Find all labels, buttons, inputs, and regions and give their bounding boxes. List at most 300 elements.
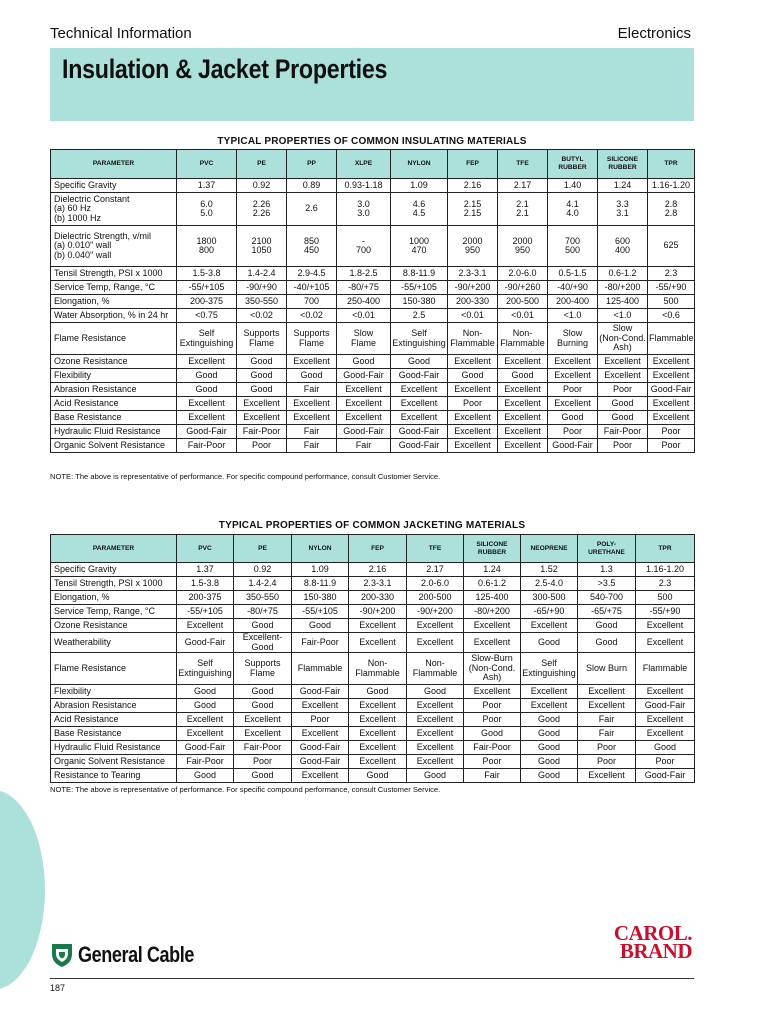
table-cell: 1.09	[292, 563, 349, 577]
table-cell: -55/+105	[177, 605, 234, 619]
table-cell: Excellent	[448, 355, 498, 369]
row-label-cell: Specific Gravity	[51, 179, 177, 193]
table-cell: Fair	[287, 383, 337, 397]
table-cell: Excellent	[177, 397, 237, 411]
column-header: PARAMETER	[51, 150, 177, 179]
table-cell: Good	[548, 411, 598, 425]
table-cell: Excellent	[521, 685, 578, 699]
table-cell: >3.5	[578, 577, 636, 591]
column-header: PE	[237, 150, 287, 179]
table-cell: Good	[177, 769, 234, 783]
table-row	[51, 309, 695, 323]
row-label-cell: Flexibility	[51, 369, 177, 383]
table-cell: 2.9-4.5	[287, 267, 337, 281]
table-cell: Good	[349, 685, 407, 699]
table-cell: -55/+105	[292, 605, 349, 619]
table-cell: 1000 470	[391, 226, 448, 267]
table-cell: Excellent	[292, 727, 349, 741]
table-cell: 3.0 3.0	[337, 193, 391, 226]
table-cell: 200-500	[498, 295, 548, 309]
general-cable-logo	[50, 940, 219, 970]
table-cell: Good	[349, 769, 407, 783]
row-label-cell: Ozone Resistance	[51, 619, 177, 633]
table-cell: Good-Fair	[177, 425, 237, 439]
row-label-cell: Abrasion Resistance	[51, 699, 177, 713]
row-label-cell: Flexibility	[51, 685, 177, 699]
row-label-cell: Elongation, %	[51, 295, 177, 309]
table-cell: Excellent	[578, 769, 636, 783]
table-cell: Good	[237, 369, 287, 383]
table-cell: Non- Flammable	[349, 653, 407, 685]
table-cell: -90/+200	[407, 605, 464, 619]
table-cell: 2100 1050	[237, 226, 287, 267]
table-cell: Excellent	[287, 355, 337, 369]
table-cell: Poor	[448, 397, 498, 411]
table-cell: Excellent	[648, 397, 695, 411]
table-cell: Poor	[636, 755, 695, 769]
table-cell: Poor	[292, 713, 349, 727]
table-cell: 200-500	[407, 591, 464, 605]
table-row	[51, 633, 695, 653]
table-cell: Good	[337, 355, 391, 369]
table-row	[51, 619, 695, 633]
table-cell: Poor	[237, 439, 287, 453]
table-cell: Excellent	[578, 699, 636, 713]
table-cell: Excellent	[391, 411, 448, 425]
table-cell: Excellent	[407, 755, 464, 769]
row-label-cell: Base Resistance	[51, 727, 177, 741]
row-label-cell: Elongation, %	[51, 591, 177, 605]
table-cell: -90/+200	[349, 605, 407, 619]
table-row	[51, 411, 695, 425]
table-cell: Fair-Poor	[177, 755, 234, 769]
table-cell: Good	[177, 383, 237, 397]
row-label-cell: Water Absorption, % in 24 hr	[51, 309, 177, 323]
footer-divider	[50, 978, 694, 979]
table-cell: Good	[521, 727, 578, 741]
table-cell: Excellent	[177, 355, 237, 369]
table-row	[51, 755, 695, 769]
table-cell: -40/+105	[287, 281, 337, 295]
table-cell: Excellent	[234, 727, 292, 741]
column-header: PARAMETER	[51, 535, 177, 563]
table-cell: 2.15 2.15	[448, 193, 498, 226]
table-cell: 0.6-1.2	[598, 267, 648, 281]
table-cell: Excellent	[636, 727, 695, 741]
table-cell: 200-330	[448, 295, 498, 309]
table-cell: 125-400	[464, 591, 521, 605]
table-cell: 1.24	[464, 563, 521, 577]
table-row	[51, 226, 695, 267]
table-cell: Excellent	[349, 699, 407, 713]
table-cell: Poor	[234, 755, 292, 769]
table-cell: 1800 800	[177, 226, 237, 267]
table-cell: 2.3	[636, 577, 695, 591]
table-cell: Good	[237, 383, 287, 397]
table-cell: -90/+260	[498, 281, 548, 295]
table-cell: -80/+75	[337, 281, 391, 295]
table-cell: Good	[292, 619, 349, 633]
table-cell: 300-500	[521, 591, 578, 605]
table-cell: <0.02	[237, 309, 287, 323]
table-cell: Fair-Poor	[234, 741, 292, 755]
table-cell: Good	[521, 713, 578, 727]
table-cell: 8.8-11.9	[292, 577, 349, 591]
table-row	[51, 295, 695, 309]
table-cell: Excellent	[448, 383, 498, 397]
table-cell: Self Extinguishing	[521, 653, 578, 685]
table-cell: Good	[234, 685, 292, 699]
table-cell: Excellent	[407, 699, 464, 713]
column-header: TFE	[407, 535, 464, 563]
table-cell: Excellent	[349, 727, 407, 741]
table-cell: Good-Fair	[337, 369, 391, 383]
table-cell: Fair-Poor	[237, 425, 287, 439]
table-cell: -90/+200	[448, 281, 498, 295]
jacketing-materials-table	[50, 534, 695, 783]
table-cell: Good	[578, 633, 636, 653]
table-cell: Good-Fair	[292, 685, 349, 699]
table-cell: Good-Fair	[391, 439, 448, 453]
row-label-cell: Base Resistance	[51, 411, 177, 425]
row-label-cell: Hydraulic Fluid Resistance	[51, 741, 177, 755]
table-row	[51, 397, 695, 411]
table-cell: Excellent	[448, 425, 498, 439]
table-header-row	[51, 535, 695, 563]
table-cell: 2.16	[349, 563, 407, 577]
column-header: NEOPRENE	[521, 535, 578, 563]
table-cell: Good	[521, 769, 578, 783]
table-cell: Excellent	[498, 411, 548, 425]
table-cell: Excellent	[287, 411, 337, 425]
table-cell: Excellent	[407, 619, 464, 633]
table-cell: 1.16-1.20	[636, 563, 695, 577]
table-row	[51, 699, 695, 713]
table-cell: Good	[391, 355, 448, 369]
table-cell: 2.17	[498, 179, 548, 193]
column-header: PP	[287, 150, 337, 179]
table-cell: Excellent- Good	[234, 633, 292, 653]
table-cell: Poor	[578, 741, 636, 755]
table-row	[51, 193, 695, 226]
table-row	[51, 591, 695, 605]
table-cell: 2.5-4.0	[521, 577, 578, 591]
general-cable-wordmark: General Cable	[78, 942, 194, 967]
table-cell: 2.1 2.1	[498, 193, 548, 226]
table-cell: Slow (Non-Cond. Ash)	[598, 323, 648, 355]
table-cell: Excellent	[349, 741, 407, 755]
table-cell: 250-400	[337, 295, 391, 309]
table-cell: Good	[464, 727, 521, 741]
table-cell: 2000 950	[448, 226, 498, 267]
column-header: XLPE	[337, 150, 391, 179]
table-cell: 2.5	[391, 309, 448, 323]
table-cell: Good	[234, 619, 292, 633]
table-header-row	[51, 150, 695, 179]
table-cell: 6.0 5.0	[177, 193, 237, 226]
table-cell: Excellent	[407, 633, 464, 653]
column-header: SILICONE RUBBER	[464, 535, 521, 563]
row-label-cell: Ozone Resistance	[51, 355, 177, 369]
table-cell: Excellent	[448, 411, 498, 425]
table-cell: Slow Flame	[337, 323, 391, 355]
table-cell: Excellent	[177, 619, 234, 633]
row-label-cell: Service Temp, Range, °C	[51, 281, 177, 295]
table-cell: Good	[407, 685, 464, 699]
table-row	[51, 281, 695, 295]
insulating-materials-table	[50, 149, 695, 453]
table-cell: Excellent	[578, 685, 636, 699]
table-cell: 1.24	[598, 179, 648, 193]
table-cell: 1.5-3.8	[177, 267, 237, 281]
table-row	[51, 769, 695, 783]
table-cell: 2.8 2.8	[648, 193, 695, 226]
table-cell: 2.17	[407, 563, 464, 577]
table-cell: Excellent	[287, 397, 337, 411]
column-header: TPR	[636, 535, 695, 563]
table-cell: 700 500	[548, 226, 598, 267]
table-cell: Flammable	[292, 653, 349, 685]
table-cell: Excellent	[349, 633, 407, 653]
table-cell: 8.8-11.9	[391, 267, 448, 281]
table-cell: 540-700	[578, 591, 636, 605]
table-cell: Good	[598, 411, 648, 425]
table-cell: 200-375	[177, 295, 237, 309]
table-cell: 0.92	[237, 179, 287, 193]
table-cell: <0.01	[448, 309, 498, 323]
table-row	[51, 383, 695, 397]
table-row	[51, 369, 695, 383]
table-row	[51, 563, 695, 577]
table-cell: -55/+105	[391, 281, 448, 295]
table-cell: 500	[636, 591, 695, 605]
table-cell: Excellent	[349, 755, 407, 769]
table-row	[51, 605, 695, 619]
table-cell: Non- Flammable	[407, 653, 464, 685]
table-cell: Poor	[598, 439, 648, 453]
table-cell: Good-Fair	[391, 369, 448, 383]
table-cell: Excellent	[464, 633, 521, 653]
decorative-circle	[0, 790, 45, 990]
table-row	[51, 727, 695, 741]
table-cell: 850 450	[287, 226, 337, 267]
table-cell: Flammable	[648, 323, 695, 355]
table-cell: Fair-Poor	[292, 633, 349, 653]
table-row	[51, 741, 695, 755]
table-cell: Fair	[464, 769, 521, 783]
table-cell: Good	[521, 741, 578, 755]
table-cell: 0.89	[287, 179, 337, 193]
table-cell: Good-Fair	[292, 741, 349, 755]
table-cell: Non- Flammable	[448, 323, 498, 355]
table-cell: Good	[598, 397, 648, 411]
table-cell: 1.52	[521, 563, 578, 577]
table-cell: Excellent	[521, 619, 578, 633]
row-label-cell: Dielectric Strength, v/mil (a) 0.010" wall (b) 0.040" wall	[51, 226, 177, 267]
header-section-label: Technical Information	[50, 25, 192, 42]
table-cell: 2.16	[448, 179, 498, 193]
table-cell: Poor	[464, 713, 521, 727]
table-cell: Excellent	[598, 369, 648, 383]
table-cell: Poor	[464, 699, 521, 713]
table-row	[51, 577, 695, 591]
table-cell: Good-Fair	[391, 425, 448, 439]
table-row	[51, 439, 695, 453]
table-cell: Excellent	[498, 439, 548, 453]
table-cell: Fair-Poor	[177, 439, 237, 453]
row-label-cell: Flame Resistance	[51, 323, 177, 355]
table-cell: 4.1 4.0	[548, 193, 598, 226]
jacketing-table-caption: TYPICAL PROPERTIES OF COMMON JACKETING MATERIALS	[218, 520, 526, 531]
column-header: BUTYL RUBBER	[548, 150, 598, 179]
table-cell: Fair	[578, 713, 636, 727]
table-cell: Excellent	[407, 727, 464, 741]
general-cable-shield-icon	[50, 942, 74, 968]
table-cell: Excellent	[548, 355, 598, 369]
jacketing-table-note: NOTE: The above is representative of performance. For specific compound performance, consult Customer Service.	[50, 785, 441, 794]
table-cell: Slow-Burn (Non-Cond. Ash)	[464, 653, 521, 685]
row-label-cell: Dielectric Constant (a) 60 Hz (b) 1000 Hz	[51, 193, 177, 226]
row-label-cell: Tensil Strength, PSI x 1000	[51, 577, 177, 591]
table-cell: Excellent	[521, 699, 578, 713]
table-cell: Excellent	[648, 355, 695, 369]
column-header: PE	[234, 535, 292, 563]
table-cell: Excellent	[636, 619, 695, 633]
column-header: TPR	[648, 150, 695, 179]
row-label-cell: Acid Resistance	[51, 397, 177, 411]
table-cell: Poor	[578, 755, 636, 769]
table-cell: Good	[636, 741, 695, 755]
table-cell: Good	[287, 369, 337, 383]
table-row	[51, 323, 695, 355]
table-cell: Excellent	[407, 713, 464, 727]
table-cell: -40/+90	[548, 281, 598, 295]
table-cell: -55/+105	[177, 281, 237, 295]
table-cell: <0.01	[337, 309, 391, 323]
table-cell: -80/+75	[234, 605, 292, 619]
table-cell: 1.37	[177, 179, 237, 193]
row-label-cell: Specific Gravity	[51, 563, 177, 577]
table-cell: Excellent	[237, 411, 287, 425]
table-cell: Self Extinguishing	[177, 653, 234, 685]
table-cell: Excellent	[598, 355, 648, 369]
table-cell: Excellent	[337, 397, 391, 411]
table-cell: 2.26 2.26	[237, 193, 287, 226]
table-cell: 2.0-6.0	[407, 577, 464, 591]
page-number: 187	[50, 983, 66, 993]
table-cell: Excellent	[636, 685, 695, 699]
table-cell: Good	[177, 699, 234, 713]
column-header: FEP	[448, 150, 498, 179]
table-cell: 200-375	[177, 591, 234, 605]
table-cell: <0.02	[287, 309, 337, 323]
table-cell: Excellent	[548, 369, 598, 383]
table-cell: Supports Flame	[287, 323, 337, 355]
table-cell: 1.5-3.8	[177, 577, 234, 591]
row-label-cell: Organic Solvent Resistance	[51, 439, 177, 453]
table-cell: Excellent	[548, 397, 598, 411]
table-cell: 2.3-3.1	[349, 577, 407, 591]
table-cell: Excellent	[498, 355, 548, 369]
table-cell: 200-330	[349, 591, 407, 605]
table-cell: Excellent	[636, 713, 695, 727]
table-row	[51, 355, 695, 369]
table-cell: 1.40	[548, 179, 598, 193]
table-cell: 0.5-1.5	[548, 267, 598, 281]
table-cell: 1.4-2.4	[237, 267, 287, 281]
table-cell: 2.6	[287, 193, 337, 226]
table-cell: -55/+90	[648, 281, 695, 295]
table-cell: 625	[648, 226, 695, 267]
table-cell: 500	[648, 295, 695, 309]
table-cell: <1.0	[548, 309, 598, 323]
table-cell: Good-Fair	[292, 755, 349, 769]
row-label-cell: Service Temp, Range, °C	[51, 605, 177, 619]
table-cell: Good-Fair	[337, 425, 391, 439]
table-cell: Excellent	[391, 383, 448, 397]
table-cell: Excellent	[648, 411, 695, 425]
column-header: NYLON	[391, 150, 448, 179]
table-cell: Supports Flame	[234, 653, 292, 685]
table-cell: Excellent	[177, 713, 234, 727]
column-header: SILICONE RUBBER	[598, 150, 648, 179]
row-label-cell: Hydraulic Fluid Resistance	[51, 425, 177, 439]
table-cell: 125-400	[598, 295, 648, 309]
table-cell: Good	[578, 619, 636, 633]
table-cell: Excellent	[498, 425, 548, 439]
table-cell: <0.01	[498, 309, 548, 323]
table-cell: Fair-Poor	[598, 425, 648, 439]
column-header: TFE	[498, 150, 548, 179]
row-label-cell: Abrasion Resistance	[51, 383, 177, 397]
insulating-table-note: NOTE: The above is representative of performance. For specific compound performance, consult Customer Service.	[50, 472, 441, 481]
table-cell: <0.6	[648, 309, 695, 323]
table-cell: Self Extinguishing	[177, 323, 237, 355]
table-cell: 1.3	[578, 563, 636, 577]
row-label-cell: Weatherability	[51, 633, 177, 653]
table-row	[51, 653, 695, 685]
table-cell: -65/+90	[521, 605, 578, 619]
table-cell: <0.75	[177, 309, 237, 323]
table-cell: -90/+90	[237, 281, 287, 295]
table-cell: 700	[287, 295, 337, 309]
table-cell: 3.3 3.1	[598, 193, 648, 226]
table-cell: Fair	[287, 439, 337, 453]
table-cell: 0.92	[234, 563, 292, 577]
table-cell: Fair	[337, 439, 391, 453]
table-cell: Good-Fair	[648, 383, 695, 397]
table-cell: Poor	[464, 755, 521, 769]
table-cell: Excellent	[498, 383, 548, 397]
table-cell: Poor	[648, 425, 695, 439]
row-label-cell: Resistance to Tearing	[51, 769, 177, 783]
table-cell: Good	[177, 685, 234, 699]
table-cell: Good-Fair	[636, 769, 695, 783]
table-cell: 200-400	[548, 295, 598, 309]
table-cell: Self Extinguishing	[391, 323, 448, 355]
column-header: NYLON	[292, 535, 349, 563]
carol-brand-logo	[613, 921, 692, 963]
table-cell: Slow Burning	[548, 323, 598, 355]
column-header: PVC	[177, 150, 237, 179]
table-cell: Supports Flame	[237, 323, 287, 355]
table-row	[51, 267, 695, 281]
table-cell: Flammable	[636, 653, 695, 685]
table-cell: Excellent	[292, 769, 349, 783]
table-cell: Good-Fair	[177, 741, 234, 755]
table-cell: -80/+200	[598, 281, 648, 295]
table-cell: Excellent	[636, 633, 695, 653]
